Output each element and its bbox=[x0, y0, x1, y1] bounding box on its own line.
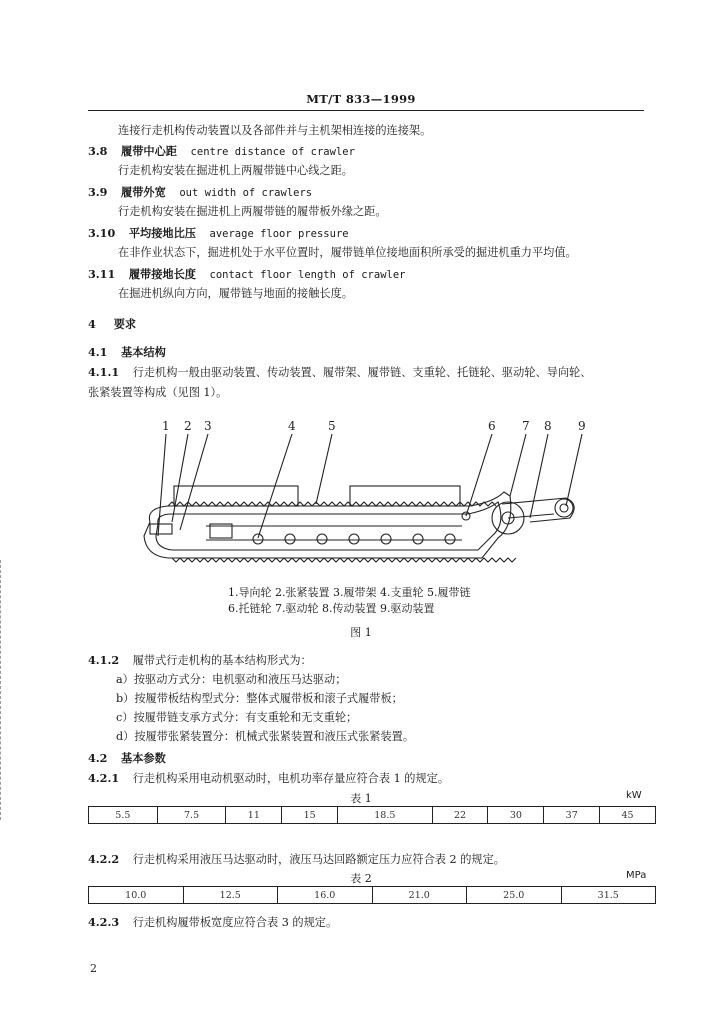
list-item: c）按履带链支承方式分：有支重轮和无支重轮； bbox=[116, 711, 358, 724]
callout-3: 3 bbox=[204, 419, 212, 433]
list-item: d）按履带张紧装置分：机械式张紧装置和液压式张紧装置。 bbox=[116, 730, 415, 743]
table-2-title: 表 2 bbox=[350, 872, 372, 885]
callout-5: 5 bbox=[328, 419, 336, 433]
scan-edge-mark bbox=[0, 560, 2, 820]
callout-1: 1 bbox=[162, 419, 170, 433]
definition-term: 履带中心距 bbox=[121, 144, 177, 158]
section-number: 4.1 bbox=[88, 345, 108, 359]
standard-number: MT/T 833—1999 bbox=[306, 92, 416, 106]
callout-7: 7 bbox=[522, 419, 530, 433]
table-1 bbox=[88, 806, 656, 824]
definition-term: 履带外宽 bbox=[121, 185, 166, 199]
table-cell: 15 bbox=[282, 807, 338, 824]
table-row bbox=[89, 887, 656, 904]
definition-number: 3.8 bbox=[88, 144, 108, 158]
table-cell: 16.0 bbox=[278, 887, 373, 904]
callout-4: 4 bbox=[288, 419, 296, 433]
header-rule bbox=[88, 110, 644, 111]
definition-3-8 bbox=[88, 143, 355, 159]
section-4-heading bbox=[88, 316, 136, 332]
paragraph-number: 4.2.2 bbox=[88, 852, 120, 866]
definition-term: 平均接地比压 bbox=[128, 226, 196, 240]
figure-legend-line-2: 6.托链轮 7.驱动轮 8.传动装置 9.驱动装置 bbox=[228, 602, 435, 615]
table-cell: 7.5 bbox=[157, 807, 226, 824]
paragraph-text: 行走机构采用电动机驱动时，电机功率存量应符合表 1 的规定。 bbox=[132, 772, 450, 785]
definition-english: contact floor length of crawler bbox=[209, 269, 406, 281]
definition-3-11 bbox=[88, 266, 405, 282]
table-cell: 10.0 bbox=[89, 887, 184, 904]
list-item: a）按驱动方式分：电机驱动和液压马达驱动； bbox=[116, 673, 347, 686]
table-1-title: 表 1 bbox=[350, 792, 372, 805]
definition-desc: 在掘进机纵向方向，履带链与地面的接触长度。 bbox=[118, 287, 353, 300]
paragraph-4-2-2 bbox=[88, 851, 505, 867]
paragraph-continuation: 张紧装置等构成（见图 1）。 bbox=[88, 386, 228, 399]
table-2-unit: MPa bbox=[626, 870, 647, 881]
paragraph-4-1-2 bbox=[88, 652, 312, 668]
table-cell: 31.5 bbox=[561, 887, 656, 904]
table-cell: 11 bbox=[226, 807, 282, 824]
section-number: 4.2 bbox=[88, 751, 108, 765]
callout-6: 6 bbox=[488, 419, 496, 433]
section-number: 4 bbox=[88, 317, 96, 331]
paragraph-number: 4.2.1 bbox=[88, 771, 120, 785]
definition-english: average floor pressure bbox=[209, 228, 349, 240]
page-number: 2 bbox=[90, 962, 97, 975]
callout-9: 9 bbox=[578, 419, 586, 433]
table-cell: 12.5 bbox=[183, 887, 278, 904]
crawler-mechanism-figure bbox=[110, 418, 610, 590]
definition-term: 履带接地长度 bbox=[128, 267, 196, 281]
definition-english: out width of crawlers bbox=[179, 187, 313, 199]
figure-caption: 图 1 bbox=[350, 626, 372, 639]
section-title: 基本结构 bbox=[121, 345, 166, 359]
callout-2: 2 bbox=[184, 419, 192, 433]
paragraph-text: 履带式行走机构的基本结构形式为： bbox=[132, 654, 312, 667]
table-cell: 22 bbox=[432, 807, 488, 824]
section-title: 基本参数 bbox=[121, 751, 166, 765]
figure-legend-line-1: 1.导向轮 2.张紧装置 3.履带架 4.支重轮 5.履带链 bbox=[228, 586, 471, 599]
table-cell: 5.5 bbox=[89, 807, 158, 824]
paragraph-text: 行走机构一般由驱动装置、传动装置、履带架、履带链、支重轮、托链轮、驱动轮、导向轮、 bbox=[132, 366, 592, 379]
definition-desc: 行走机构安装在掘进机上两履带链中心线之距。 bbox=[118, 164, 353, 177]
table-row bbox=[89, 807, 656, 824]
section-4-1-heading bbox=[88, 344, 166, 360]
section-4-2-heading bbox=[88, 750, 166, 766]
paragraph-4-2-1 bbox=[88, 770, 449, 786]
definition-desc: 在非作业状态下，掘进机处于水平位置时，履带链单位接地面积所承受的掘进机重力平均值。 bbox=[118, 246, 577, 259]
definition-english: centre distance of crawler bbox=[190, 146, 355, 158]
definition-3-10 bbox=[88, 225, 349, 241]
table-cell: 45 bbox=[600, 807, 656, 824]
callout-8: 8 bbox=[544, 419, 552, 433]
list-item: b）按履带板结构型式分：整体式履带板和滚子式履带板； bbox=[116, 692, 403, 705]
table-1-unit: kW bbox=[626, 790, 642, 801]
table-cell: 37 bbox=[544, 807, 600, 824]
table-cell: 30 bbox=[488, 807, 544, 824]
paragraph-number: 4.1.2 bbox=[88, 653, 120, 667]
intro-line: 连接行走机构传动装置以及各部件并与主机架相连接的连接架。 bbox=[118, 124, 432, 137]
definition-number: 3.9 bbox=[88, 185, 108, 199]
definition-3-9 bbox=[88, 184, 312, 200]
definition-number: 3.10 bbox=[88, 226, 116, 240]
definition-desc: 行走机构安装在掘进机上两履带链的履带板外缘之距。 bbox=[118, 205, 387, 218]
table-2 bbox=[88, 886, 656, 904]
paragraph-number: 4.1.1 bbox=[88, 365, 120, 379]
table-cell: 21.0 bbox=[372, 887, 467, 904]
paragraph-text: 行走机构履带板宽度应符合表 3 的规定。 bbox=[132, 916, 338, 929]
paragraph-4-2-3 bbox=[88, 914, 337, 930]
table-cell: 18.5 bbox=[338, 807, 433, 824]
paragraph-text: 行走机构采用液压马达驱动时，液压马达回路额定压力应符合表 2 的规定。 bbox=[132, 853, 505, 866]
section-title: 要求 bbox=[113, 317, 137, 331]
table-cell: 25.0 bbox=[467, 887, 562, 904]
paragraph-4-1-1 bbox=[88, 364, 591, 380]
paragraph-number: 4.2.3 bbox=[88, 915, 120, 929]
definition-number: 3.11 bbox=[88, 267, 116, 281]
